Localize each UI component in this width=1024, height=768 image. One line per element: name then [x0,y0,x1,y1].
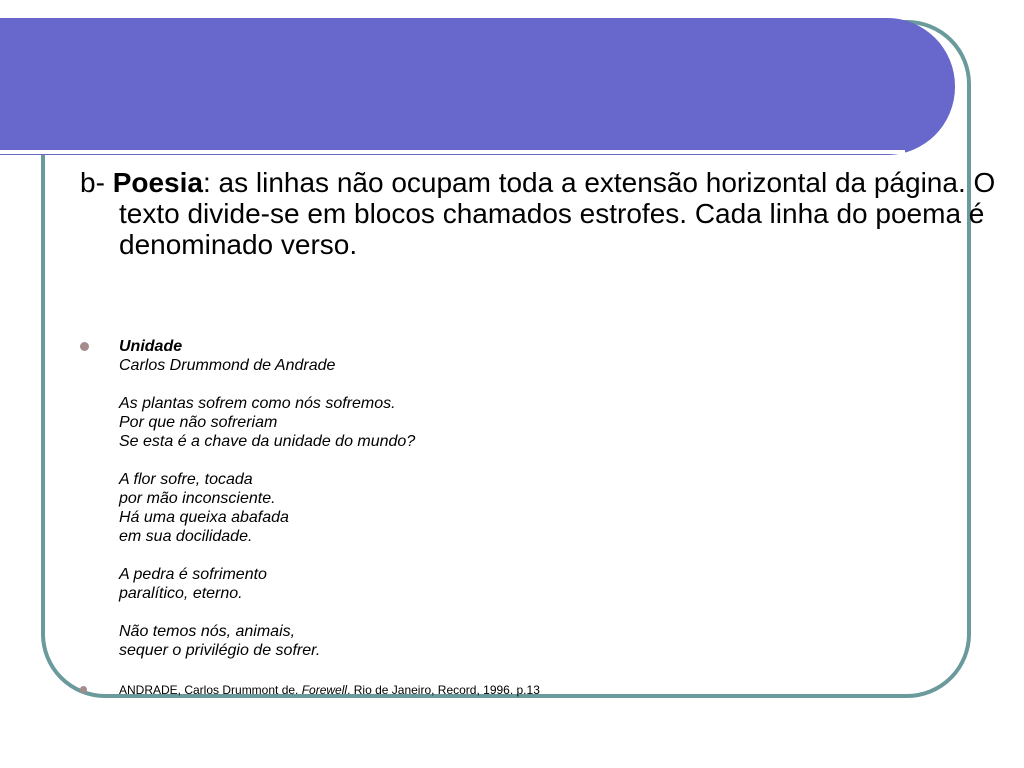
reference-work: Forewell [301,683,348,697]
poem-title: Unidade [119,338,183,355]
poem-line: A flor sofre, tocada [119,471,253,488]
poem-line: Não temos nós, animais, [119,623,296,640]
poem-line: Se esta é a chave da unidade do mundo? [119,433,416,450]
poem-line: Há uma queixa abafada [119,509,289,526]
intro-paragraph [80,167,999,260]
poem-line: por mão inconsciente. [119,490,276,507]
intro-prefix: b- [80,167,113,198]
title-banner [0,18,955,155]
banner-underline [0,150,905,154]
reference-before: ANDRADE, Carlos Drummont de. [119,683,302,697]
intro-text: : as linhas não ocupam toda a extensão horizontal da página. O texto divide-se em blocos chamados estrofes. Cada linha do poema é denominado verso. [119,167,996,260]
poem-author: Carlos Drummond de Andrade [119,357,336,374]
poem-line: Por que não sofreriam [119,414,278,431]
poem-bullet-icon [80,342,89,351]
intro-term: Poesia [112,167,203,198]
poem-line: paralítico, eterno. [119,585,243,602]
reference-after: . Rio de Janeiro, Record, 1996. p.13 [347,683,540,697]
poem-line: As plantas sofrem como nós sofremos. [119,395,396,412]
poem-block [119,337,919,660]
poem-line: sequer o privilégio de sofrer. [119,642,321,659]
reference-bullet-icon [80,686,87,693]
bibliographic-reference [119,683,540,697]
poem-line: em sua docilidade. [119,528,253,545]
poem-line: A pedra é sofrimento [119,566,267,583]
